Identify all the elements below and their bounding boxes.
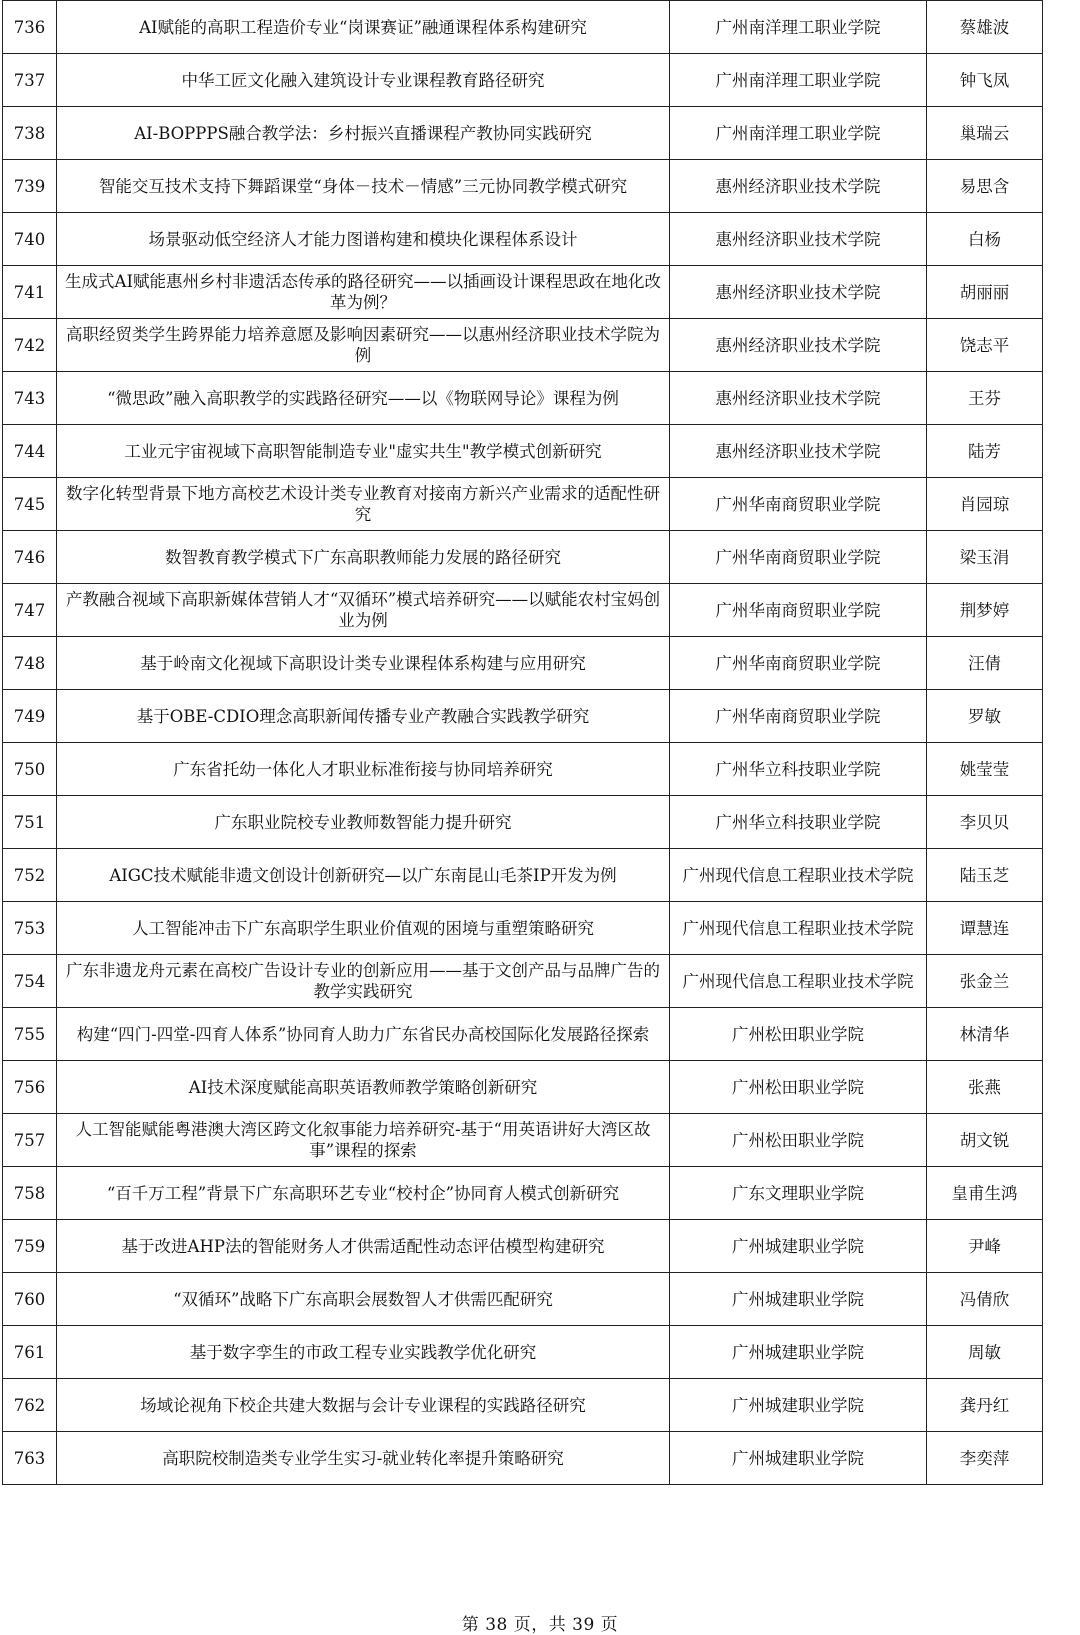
cell-school: 广州城建职业学院 <box>670 1432 927 1485</box>
cell-school: 广州华南商贸职业学院 <box>670 531 927 584</box>
cell-number: 760 <box>3 1273 57 1326</box>
cell-school: 广州城建职业学院 <box>670 1273 927 1326</box>
cell-number: 761 <box>3 1326 57 1379</box>
table-row <box>3 849 1043 902</box>
table-row <box>3 1167 1043 1220</box>
cell-school: 惠州经济职业技术学院 <box>670 319 927 372</box>
cell-school: 广州南洋理工职业学院 <box>670 1 927 54</box>
table-row <box>3 1432 1043 1485</box>
cell-school: 广东文理职业学院 <box>670 1167 927 1220</box>
cell-person: 龚丹红 <box>927 1379 1043 1432</box>
cell-person: 肖园琼 <box>927 478 1043 531</box>
cell-person: 胡丽丽 <box>927 266 1043 319</box>
cell-project-title: 工业元宇宙视域下高职智能制造专业"虚实共生"教学模式创新研究 <box>57 425 670 478</box>
cell-school: 惠州经济职业技术学院 <box>670 425 927 478</box>
table-row <box>3 1061 1043 1114</box>
cell-person: 谭慧连 <box>927 902 1043 955</box>
table-row <box>3 213 1043 266</box>
cell-project-title: 广东职业院校专业教师数智能力提升研究 <box>57 796 670 849</box>
cell-project-title: 中华工匠文化融入建筑设计专业课程教育路径研究 <box>57 54 670 107</box>
cell-number: 755 <box>3 1008 57 1061</box>
cell-number: 743 <box>3 372 57 425</box>
table-row <box>3 107 1043 160</box>
cell-number: 744 <box>3 425 57 478</box>
cell-person: 汪倩 <box>927 637 1043 690</box>
cell-project-title: 基于数字孪生的市政工程专业实践教学优化研究 <box>57 1326 670 1379</box>
cell-person: 梁玉涓 <box>927 531 1043 584</box>
cell-number: 736 <box>3 1 57 54</box>
cell-project-title: 人工智能赋能粤港澳大湾区跨文化叙事能力培养研究-基于“用英语讲好大湾区故事”课程的探索 <box>57 1114 670 1167</box>
cell-school: 广州华南商贸职业学院 <box>670 584 927 637</box>
cell-project-title: 广东非遗龙舟元素在高校广告设计专业的创新应用——基于文创产品与品牌广告的教学实践研究 <box>57 955 670 1008</box>
table-row <box>3 584 1043 637</box>
cell-person: 罗敏 <box>927 690 1043 743</box>
cell-school: 广州城建职业学院 <box>670 1326 927 1379</box>
cell-number: 752 <box>3 849 57 902</box>
cell-number: 758 <box>3 1167 57 1220</box>
cell-number: 742 <box>3 319 57 372</box>
cell-person: 张金兰 <box>927 955 1043 1008</box>
cell-school: 广州南洋理工职业学院 <box>670 107 927 160</box>
cell-person: 钟飞凤 <box>927 54 1043 107</box>
cell-person: 蔡雄波 <box>927 1 1043 54</box>
cell-number: 756 <box>3 1061 57 1114</box>
project-table-body <box>3 1 1043 1485</box>
table-row <box>3 796 1043 849</box>
cell-school: 惠州经济职业技术学院 <box>670 213 927 266</box>
cell-number: 739 <box>3 160 57 213</box>
cell-number: 751 <box>3 796 57 849</box>
table-row <box>3 54 1043 107</box>
table-row <box>3 1326 1043 1379</box>
table-row <box>3 1273 1043 1326</box>
table-row <box>3 637 1043 690</box>
cell-school: 广州华立科技职业学院 <box>670 796 927 849</box>
cell-number: 738 <box>3 107 57 160</box>
table-row <box>3 1220 1043 1273</box>
cell-project-title: 数字化转型背景下地方高校艺术设计类专业教育对接南方新兴产业需求的适配性研究 <box>57 478 670 531</box>
project-table <box>2 0 1043 1485</box>
cell-school: 广州华南商贸职业学院 <box>670 690 927 743</box>
cell-person: 荆梦婷 <box>927 584 1043 637</box>
cell-person: 陆玉芝 <box>927 849 1043 902</box>
cell-project-title: AI赋能的高职工程造价专业“岗课赛证”融通课程体系构建研究 <box>57 1 670 54</box>
cell-number: 747 <box>3 584 57 637</box>
cell-person: 李奕萍 <box>927 1432 1043 1485</box>
cell-school: 惠州经济职业技术学院 <box>670 266 927 319</box>
cell-school: 惠州经济职业技术学院 <box>670 160 927 213</box>
cell-school: 广州松田职业学院 <box>670 1114 927 1167</box>
cell-person: 皇甫生鸿 <box>927 1167 1043 1220</box>
cell-school: 广州现代信息工程职业技术学院 <box>670 902 927 955</box>
cell-project-title: 人工智能冲击下广东高职学生职业价值观的困境与重塑策略研究 <box>57 902 670 955</box>
cell-person: 冯倩欣 <box>927 1273 1043 1326</box>
cell-school: 广州现代信息工程职业技术学院 <box>670 955 927 1008</box>
cell-project-title: 构建“四门-四堂-四育人体系”协同育人助力广东省民办高校国际化发展路径探索 <box>57 1008 670 1061</box>
cell-number: 754 <box>3 955 57 1008</box>
cell-number: 750 <box>3 743 57 796</box>
table-row <box>3 160 1043 213</box>
cell-person: 张燕 <box>927 1061 1043 1114</box>
cell-person: 陆芳 <box>927 425 1043 478</box>
table-row <box>3 1379 1043 1432</box>
table-row <box>3 372 1043 425</box>
cell-project-title: 基于岭南文化视域下高职设计类专业课程体系构建与应用研究 <box>57 637 670 690</box>
cell-school: 广州南洋理工职业学院 <box>670 54 927 107</box>
cell-number: 757 <box>3 1114 57 1167</box>
cell-project-title: 产教融合视域下高职新媒体营销人才“双循环”模式培养研究——以赋能农村宝妈创业为例 <box>57 584 670 637</box>
cell-person: 王芬 <box>927 372 1043 425</box>
cell-number: 737 <box>3 54 57 107</box>
cell-number: 759 <box>3 1220 57 1273</box>
cell-project-title: AI-BOPPPS融合教学法：乡村振兴直播课程产教协同实践研究 <box>57 107 670 160</box>
table-row <box>3 478 1043 531</box>
cell-school: 广州松田职业学院 <box>670 1061 927 1114</box>
cell-person: 饶志平 <box>927 319 1043 372</box>
cell-school: 广州华南商贸职业学院 <box>670 478 927 531</box>
cell-project-title: 数智教育教学模式下广东高职教师能力发展的路径研究 <box>57 531 670 584</box>
cell-person: 易思含 <box>927 160 1043 213</box>
cell-person: 林清华 <box>927 1008 1043 1061</box>
cell-number: 763 <box>3 1432 57 1485</box>
cell-project-title: 基于改进AHP法的智能财务人才供需适配性动态评估模型构建研究 <box>57 1220 670 1273</box>
table-row <box>3 319 1043 372</box>
page-footer: 第 38 页，共 39 页 <box>461 1615 619 1635</box>
cell-person: 白杨 <box>927 213 1043 266</box>
cell-school: 广州松田职业学院 <box>670 1008 927 1061</box>
table-row <box>3 1114 1043 1167</box>
cell-person: 周敏 <box>927 1326 1043 1379</box>
cell-project-title: “双循环”战略下广东高职会展数智人才供需匹配研究 <box>57 1273 670 1326</box>
cell-project-title: 高职院校制造类专业学生实习-就业转化率提升策略研究 <box>57 1432 670 1485</box>
cell-number: 753 <box>3 902 57 955</box>
cell-school: 广州城建职业学院 <box>670 1379 927 1432</box>
cell-number: 749 <box>3 690 57 743</box>
cell-project-title: AIGC技术赋能非遗文创设计创新研究—以广东南昆山毛茶IP开发为例 <box>57 849 670 902</box>
cell-number: 748 <box>3 637 57 690</box>
cell-number: 762 <box>3 1379 57 1432</box>
cell-project-title: “百千万工程”背景下广东高职环艺专业“校村企”协同育人模式创新研究 <box>57 1167 670 1220</box>
cell-school: 广州华南商贸职业学院 <box>670 637 927 690</box>
table-row <box>3 1008 1043 1061</box>
cell-number: 745 <box>3 478 57 531</box>
cell-school: 广州华立科技职业学院 <box>670 743 927 796</box>
cell-project-title: 场景驱动低空经济人才能力图谱构建和模块化课程体系设计 <box>57 213 670 266</box>
table-row <box>3 266 1043 319</box>
cell-project-title: “微思政”融入高职教学的实践路径研究——以《物联网导论》课程为例 <box>57 372 670 425</box>
cell-school: 广州城建职业学院 <box>670 1220 927 1273</box>
cell-number: 740 <box>3 213 57 266</box>
cell-person: 李贝贝 <box>927 796 1043 849</box>
cell-project-title: 广东省托幼一体化人才职业标准衔接与协同培养研究 <box>57 743 670 796</box>
table-row <box>3 955 1043 1008</box>
table-row <box>3 1 1043 54</box>
cell-person: 巢瑞云 <box>927 107 1043 160</box>
cell-project-title: 基于OBE-CDIO理念高职新闻传播专业产教融合实践教学研究 <box>57 690 670 743</box>
table-row <box>3 425 1043 478</box>
cell-school: 惠州经济职业技术学院 <box>670 372 927 425</box>
cell-person: 姚莹莹 <box>927 743 1043 796</box>
cell-person: 尹峰 <box>927 1220 1043 1273</box>
table-row <box>3 690 1043 743</box>
cell-project-title: 生成式AI赋能惠州乡村非遗活态传承的路径研究——以插画设计课程思政在地化改革为例？ <box>57 266 670 319</box>
cell-project-title: AI技术深度赋能高职英语教师教学策略创新研究 <box>57 1061 670 1114</box>
cell-number: 746 <box>3 531 57 584</box>
table-row <box>3 902 1043 955</box>
cell-project-title: 场域论视角下校企共建大数据与会计专业课程的实践路径研究 <box>57 1379 670 1432</box>
cell-project-title: 智能交互技术支持下舞蹈课堂“身体－技术－情感”三元协同教学模式研究 <box>57 160 670 213</box>
table-row <box>3 531 1043 584</box>
cell-person: 胡文锐 <box>927 1114 1043 1167</box>
cell-project-title: 高职经贸类学生跨界能力培养意愿及影响因素研究——以惠州经济职业技术学院为例 <box>57 319 670 372</box>
table-row <box>3 743 1043 796</box>
cell-school: 广州现代信息工程职业技术学院 <box>670 849 927 902</box>
cell-number: 741 <box>3 266 57 319</box>
